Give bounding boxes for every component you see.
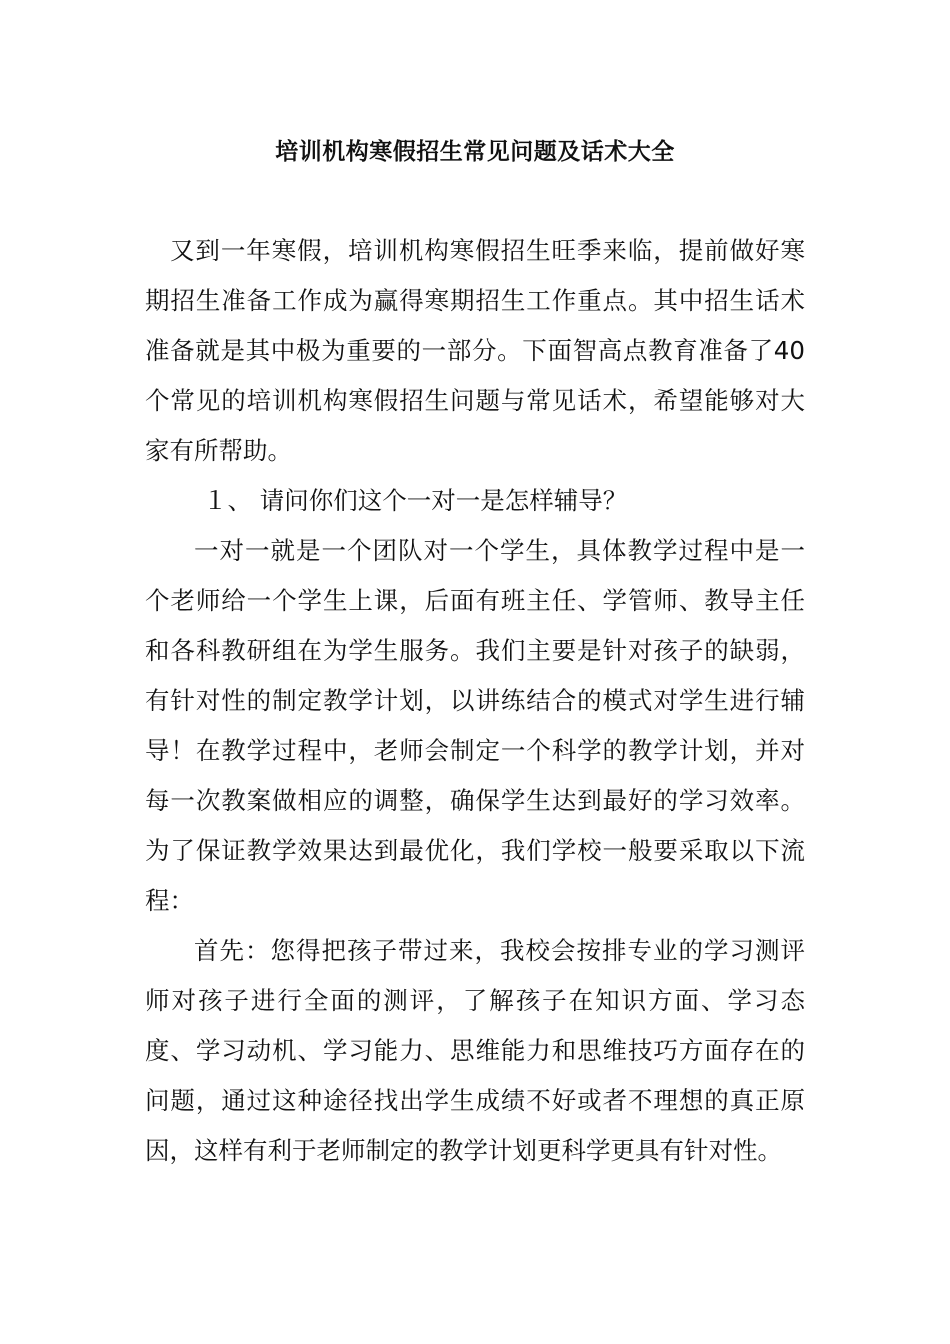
question-1-heading: １、 请问你们这个一对一是怎样辅导？ [203,486,628,515]
document-title: 培训机构寒假招生常见问题及话术大全 [275,139,675,165]
answer-1-paragraph: 一对一就是一个团队对一个学生，具体教学过程中是一个老师给一个学生上课，后面有班主任、学管师、教导主任和各科教研组在为学生服务。我们主要是针对孩子的缺弱，有针对性的制定教学计划，以讲练结合的模式对学生进行辅导！在教学过程中，老师会制定一个科学的教学计划，并对每一次教案做相应的调整，确保学生达到最好的学习效率。为了保证教学效果达到最优化，我们学校一般要采取以下流程： [145,536,805,915]
document-body [145,226,805,1176]
step-first-paragraph: 首先：您得把孩子带过来，我校会按排专业的学习测评师对孩子进行全面的测评，了解孩子在知识方面、学习态度、学习动机、学习能力、思维能力和思维技巧方面存在的问题，通过这种途径找出学生成绩不好或者不理想的真正原因，这样有利于老师制定的教学计划更科学更具有针对性。 [145,936,805,1165]
intro-paragraph: 又到一年寒假，培训机构寒假招生旺季来临，提前做好寒期招生准备工作成为赢得寒期招生工作重点。其中招生话术准备就是其中极为重要的一部分。下面智高点教育准备了40个常见的培训机构寒假招生问题与常见话术，希望能够对大家有所帮助。 [145,236,805,465]
